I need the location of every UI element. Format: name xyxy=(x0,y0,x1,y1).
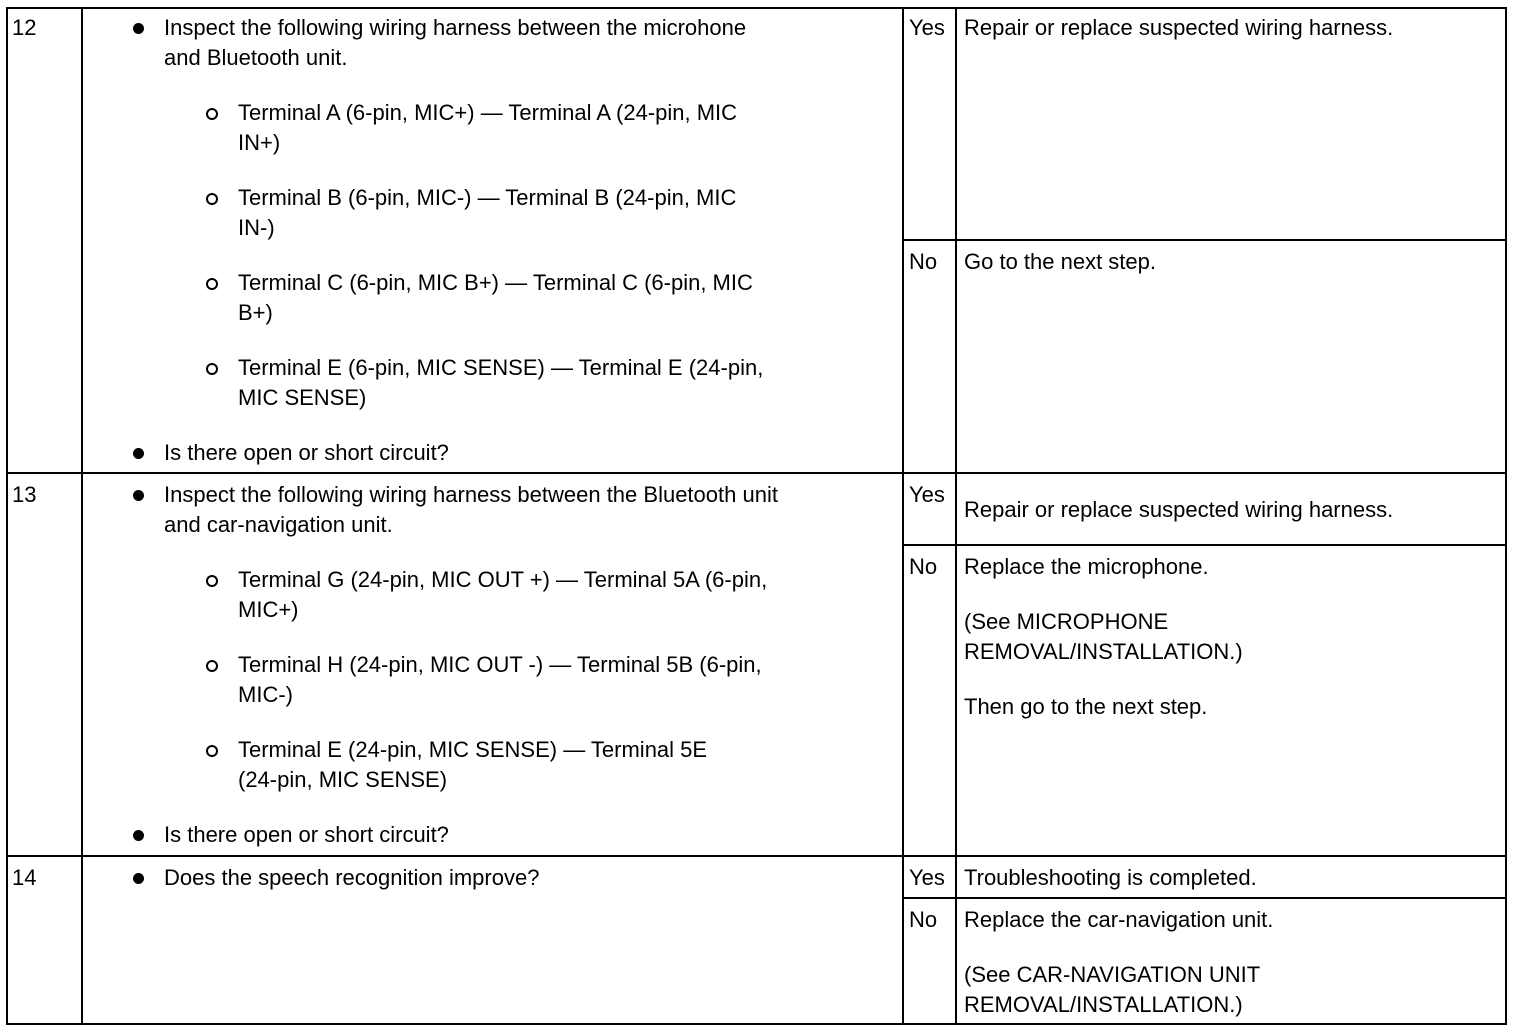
step-number: 12 xyxy=(12,15,37,40)
question-text: Is there open or short circuit? xyxy=(164,440,449,465)
row-divider xyxy=(6,472,1507,474)
sub-bullet-icon xyxy=(206,278,218,290)
yes-action: Repair or replace suspected wiring harness. xyxy=(964,497,1394,522)
terminal-check: IN+) xyxy=(238,130,281,155)
bullet-icon xyxy=(133,873,144,884)
terminal-check: Terminal A (6-pin, MIC+) — Terminal A (24-pin, MIC xyxy=(238,100,738,125)
terminal-check: Terminal B (6-pin, MIC-) — Terminal B (24-pin, MIC xyxy=(238,185,737,210)
bullet-icon xyxy=(133,23,144,34)
no-action: REMOVAL/INSTALLATION.) xyxy=(964,639,1243,664)
no-label: No xyxy=(909,249,938,274)
no-action: Go to the next step. xyxy=(964,249,1157,274)
terminal-check: B+) xyxy=(238,300,273,325)
terminal-check: IN-) xyxy=(238,215,275,240)
yes-no-divider xyxy=(903,897,1507,899)
no-action: Then go to the next step. xyxy=(964,694,1208,719)
no-action: (See CAR-NAVIGATION UNIT xyxy=(964,962,1261,987)
bullet-icon xyxy=(133,830,144,841)
terminal-check: Terminal G (24-pin, MIC OUT +) — Terminal 5A (6-pin, xyxy=(238,567,768,592)
question-text: Does the speech recognition improve? xyxy=(164,865,540,890)
sub-bullet-icon xyxy=(206,193,218,205)
instruction-text: Inspect the following wiring harness between the Bluetooth unit xyxy=(164,482,778,507)
no-action: Replace the microphone. xyxy=(964,554,1209,579)
bullet-icon xyxy=(133,490,144,501)
sub-bullet-icon xyxy=(206,363,218,375)
terminal-check: (24-pin, MIC SENSE) xyxy=(238,767,448,792)
no-action: Replace the car-navigation unit. xyxy=(964,907,1274,932)
terminal-check: MIC SENSE) xyxy=(238,385,367,410)
terminal-check: Terminal H (24-pin, MIC OUT -) — Terminal 5B (6-pin, xyxy=(238,652,762,677)
sub-bullet-icon xyxy=(206,108,218,120)
yes-label: Yes xyxy=(909,865,945,890)
yes-action: Repair or replace suspected wiring harness. xyxy=(964,15,1394,40)
terminal-check: Terminal E (24-pin, MIC SENSE) — Terminal 5E xyxy=(238,737,708,762)
yes-label: Yes xyxy=(909,482,945,507)
sub-bullet-icon xyxy=(206,575,218,587)
terminal-check: Terminal E (6-pin, MIC SENSE) — Terminal E (24-pin, xyxy=(238,355,764,380)
step-number: 13 xyxy=(12,482,37,507)
sub-bullet-icon xyxy=(206,745,218,757)
instruction-text: and Bluetooth unit. xyxy=(164,45,348,70)
sub-bullet-icon xyxy=(206,660,218,672)
yes-label: Yes xyxy=(909,15,945,40)
question-text: Is there open or short circuit? xyxy=(164,822,449,847)
column-divider xyxy=(902,7,904,1025)
no-action: (See MICROPHONE xyxy=(964,609,1169,634)
step-number: 14 xyxy=(12,865,37,890)
terminal-check: MIC+) xyxy=(238,597,299,622)
column-divider xyxy=(955,7,957,1025)
instruction-text: and car-navigation unit. xyxy=(164,512,393,537)
instruction-text: Inspect the following wiring harness between the microhone xyxy=(164,15,747,40)
terminal-check: Terminal C (6-pin, MIC B+) — Terminal C (6-pin, MIC xyxy=(238,270,753,295)
terminal-check: MIC-) xyxy=(238,682,293,707)
yes-no-divider xyxy=(903,239,1507,241)
column-divider xyxy=(81,7,83,1025)
yes-no-divider xyxy=(903,544,1507,546)
no-action: REMOVAL/INSTALLATION.) xyxy=(964,992,1243,1017)
yes-action: Troubleshooting is completed. xyxy=(964,865,1257,890)
no-label: No xyxy=(909,554,938,579)
row-divider xyxy=(6,855,1507,857)
bullet-icon xyxy=(133,448,144,459)
no-label: No xyxy=(909,907,938,932)
